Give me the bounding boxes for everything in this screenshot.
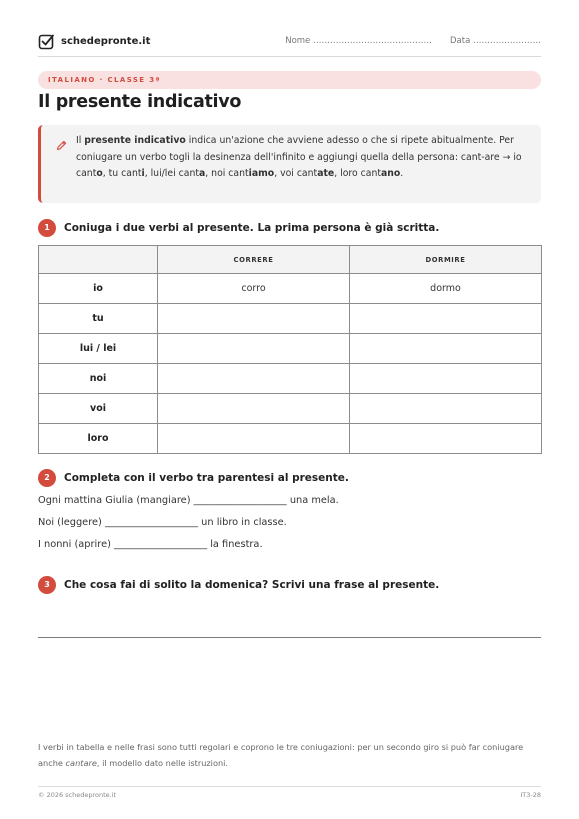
rule-text: Il presente indicativo indica un'azione che avviene adesso o che si ripete abitualmente. Per coniugare un verbo togli la desinenza dell'infinito e aggiungi quella della persona: cant-are → io canto, tu canti, lui/lei canta, noi cantiamo, voi cantate, loro cantano.	[76, 135, 522, 180]
pencil-icon	[56, 136, 67, 155]
pronoun-cell: io	[39, 274, 158, 304]
exercise-1-heading	[38, 219, 439, 237]
answer-cell[interactable]	[158, 394, 350, 424]
date-field[interactable]: Data ……………………	[450, 36, 541, 46]
exercise-prompt: Completa con il verbo tra parentesi al presente.	[64, 472, 349, 484]
worksheet-code: IT3-28	[520, 791, 541, 799]
fill-in-sentence[interactable]: I nonni (aprire) ___________________ la finestra.	[38, 539, 263, 550]
pronoun-cell: lui / lei	[39, 334, 158, 364]
pronoun-cell: voi	[39, 394, 158, 424]
page-footer	[38, 791, 541, 799]
table-row	[39, 394, 542, 424]
header-divider	[38, 56, 541, 57]
fill-in-sentence[interactable]: Ogni mattina Giulia (mangiare) ___________________ una mela.	[38, 495, 339, 506]
answer-cell: corro	[158, 274, 350, 304]
pronoun-cell: tu	[39, 304, 158, 334]
teacher-note: I verbi in tabella e nelle frasi sono tutti regolari e coprono le tre coniugazioni: per un secondo giro si può far coniugare anche cantare, il modello dato nelle istruzioni.	[38, 742, 524, 768]
answer-cell[interactable]	[158, 334, 350, 364]
table-row	[39, 274, 542, 304]
footer-divider	[38, 786, 541, 787]
fill-in-sentence[interactable]: Noi (leggere) ___________________ un libro in classe.	[38, 517, 287, 528]
table-row	[39, 364, 542, 394]
rule-keyword: presente indicativo	[84, 135, 186, 146]
page-header	[38, 30, 541, 52]
subject-tag: ITALIANO · CLASSE 3ª	[38, 71, 541, 89]
name-field[interactable]: Nome ……………………………………	[285, 36, 432, 46]
checkbox-logo-icon	[38, 33, 55, 50]
brand	[38, 33, 150, 50]
answer-cell[interactable]	[350, 334, 542, 364]
pronoun-cell: noi	[39, 364, 158, 394]
answer-cell[interactable]	[350, 394, 542, 424]
answer-cell[interactable]	[350, 304, 542, 334]
answer-line[interactable]	[38, 637, 541, 638]
exercise-prompt: Coniuga i due verbi al presente. La prima persona è già scritta.	[64, 222, 440, 234]
answer-cell[interactable]	[158, 364, 350, 394]
table-row	[39, 334, 542, 364]
answer-cell[interactable]	[158, 424, 350, 454]
brand-name: schedepronte.it	[61, 35, 151, 47]
exercise-number: 1	[38, 219, 56, 237]
pronoun-column-header	[39, 246, 158, 274]
exercise-2-heading	[38, 469, 349, 487]
answer-cell: dormo	[350, 274, 542, 304]
table-row	[39, 424, 542, 454]
answer-cell[interactable]	[350, 424, 542, 454]
pronoun-cell: loro	[39, 424, 158, 454]
copyright: © 2026 schedepronte.it	[38, 791, 117, 799]
table-header-row	[39, 246, 542, 274]
table-row	[39, 304, 542, 334]
exercise-3-heading	[38, 576, 439, 594]
exercise-prompt: Che cosa fai di solito la domenica? Scrivi una frase al presente.	[64, 579, 440, 591]
exercise-number: 3	[38, 576, 56, 594]
conjugation-table	[38, 245, 542, 454]
exercise-number: 2	[38, 469, 56, 487]
page-title: Il presente indicativo	[38, 92, 242, 112]
rule-callout	[38, 125, 541, 203]
answer-cell[interactable]	[350, 364, 542, 394]
column-header-correre: CORRERE	[158, 246, 350, 274]
column-header-dormire: DORMIRE	[350, 246, 542, 274]
answer-cell[interactable]	[158, 304, 350, 334]
